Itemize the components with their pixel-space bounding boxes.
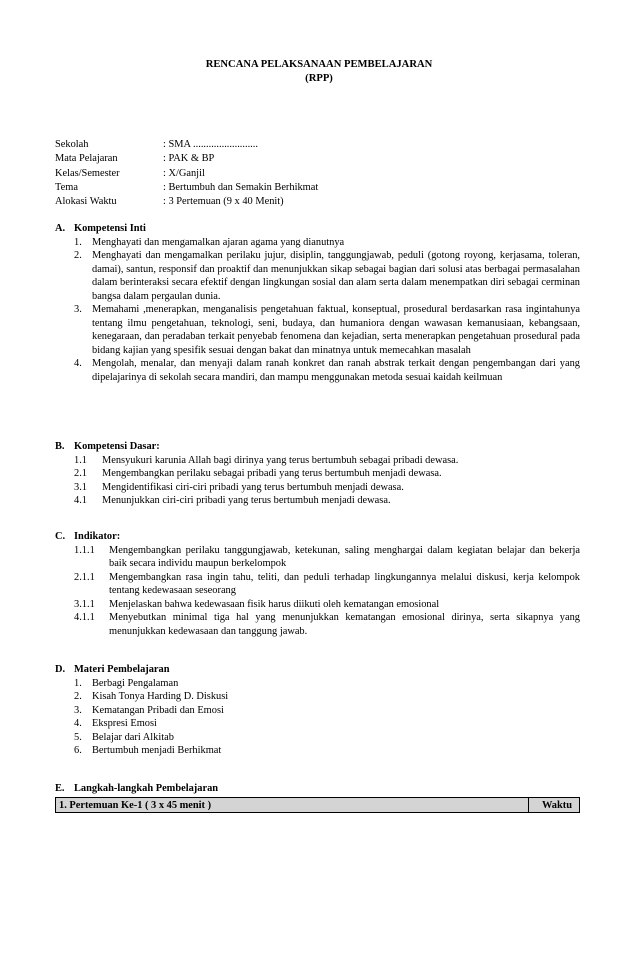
list-item bbox=[55, 249, 580, 303]
section-heading bbox=[55, 530, 580, 544]
list-item bbox=[55, 236, 580, 250]
item-number: 1.1.1 bbox=[74, 544, 95, 556]
item-number: 4.1.1 bbox=[74, 612, 95, 624]
identity-label: Alokasi Waktu bbox=[55, 196, 117, 208]
identity-value: : PAK & BP bbox=[163, 153, 215, 165]
item-text: Kisah Tonya Harding D. Diskusi bbox=[92, 691, 229, 703]
list-item bbox=[55, 731, 580, 745]
section-materi-pembelajaran bbox=[55, 663, 580, 758]
list-item bbox=[55, 357, 580, 384]
section-heading bbox=[55, 440, 580, 454]
document-subtitle: (RPP) bbox=[305, 73, 333, 84]
list-item bbox=[55, 454, 580, 468]
list-item bbox=[55, 303, 580, 357]
item-text: Menunjukkan ciri-ciri pribadi yang terus bertumbuh menjadi dewasa. bbox=[102, 495, 391, 507]
list-item bbox=[55, 467, 580, 481]
item-text: Mengembangkan perilaku tanggungjawab, ketekunan, saling menghargai dalam kegiatan belajar dan bekerja baik secara individu maupun berkelompok bbox=[109, 544, 580, 570]
item-text: Ekspresi Emosi bbox=[92, 718, 157, 730]
section-letter: E. bbox=[55, 783, 65, 794]
item-number: 2. bbox=[74, 250, 82, 262]
item-number: 6. bbox=[74, 745, 82, 757]
identity-row bbox=[55, 167, 318, 181]
document-title: RENCANA PELAKSANAAN PEMBELAJARAN bbox=[205, 59, 433, 70]
identity-label: Mata Pelajaran bbox=[55, 153, 118, 165]
meeting-table-header bbox=[55, 797, 580, 813]
item-text: Menghayati dan mengamalkan perilaku jujur, disiplin, tanggungjawab, peduli (gotong royong, kerjasama, toleran, damai), santun, responsif dan proaktif dan menunjukkan sikap sebagai bagian dari solusi atas berbagai permasalahan dalam berinteraksi secara efektif dengan lingkungan sosial dan alam serta dalam menempatkan diri sebagai cerminan bangsa dalam pergaulan dunia. bbox=[92, 250, 580, 302]
item-number: 3.1.1 bbox=[74, 598, 95, 610]
item-text: Mengolah, menalar, dan menyaji dalam ranah konkret dan ranah abstrak terkait dengan pengembangan dari yang dipelajarinya di sekolah secara mandiri, dan mampu menggunakan metoda sesuai kaidah keilmuan bbox=[92, 358, 580, 383]
item-number: 3.1 bbox=[74, 481, 87, 493]
list-item bbox=[55, 717, 580, 731]
list-item bbox=[55, 704, 580, 718]
list-item bbox=[55, 494, 580, 508]
identity-label: Tema bbox=[55, 181, 78, 193]
section-title: Indikator: bbox=[74, 531, 121, 542]
item-number: 4.1 bbox=[74, 495, 87, 507]
item-number: 5. bbox=[74, 731, 82, 743]
meeting-header-cell: 1. Pertemuan Ke-1 ( 3 x 45 menit ) bbox=[59, 800, 212, 811]
item-text: Bertumbuh menjadi Berhikmat bbox=[92, 745, 222, 757]
identity-table bbox=[55, 138, 318, 209]
list-item bbox=[55, 744, 580, 758]
section-title: Materi Pembelajaran bbox=[74, 664, 170, 675]
item-number: 3. bbox=[74, 304, 82, 316]
item-text: Mengidentifikasi ciri-ciri pribadi yang terus bertumbuh menjadi dewasa. bbox=[102, 481, 404, 493]
identity-label: Kelas/Semester bbox=[55, 167, 120, 179]
section-letter: B. bbox=[55, 441, 65, 452]
item-text: Menyebutkan minimal tiga hal yang menunjukkan kematangan emosional dirinya, serta sikapnya yang menunjukkan kedewasaan dan tanggung jawab. bbox=[109, 612, 580, 637]
section-heading bbox=[55, 663, 580, 677]
section-title: Kompetensi Dasar: bbox=[74, 441, 160, 452]
item-text: Menjelaskan bahwa kedewasaan fisik harus diikuti oleh kematangan emosional bbox=[109, 598, 440, 610]
time-header-cell: Waktu bbox=[541, 800, 572, 811]
section-letter: D. bbox=[55, 664, 66, 675]
section-langkah-pembelajaran bbox=[55, 782, 580, 796]
section-kompetensi-dasar bbox=[55, 440, 580, 508]
item-text: Mengembangkan perilaku sebagai pribadi yang terus bertumbuh menjadi dewasa. bbox=[102, 468, 442, 480]
section-heading bbox=[55, 782, 580, 796]
item-number: 2.1.1 bbox=[74, 571, 95, 583]
item-text: Mensyukuri karunia Allah bagi dirinya yang terus bertumbuh sebagai pribadi dewasa. bbox=[102, 454, 459, 466]
item-text: Memahami ,menerapkan, menganalisis pengetahuan faktual, konseptual, prosedural berdasarkan rasa ingintahunya tentang ilmu pengetahuan, teknologi, seni, budaya, dan humaniora dengan wawasan kemanusiaan, kebangsaan, kenegaraan, dan peradaban terkait penyebab fenomena dan kejadian, serta menerapkan pengetahuan prosedural pada bidang kajian yang spesifik sesuai dengan bakat dan minatnya untuk memecahkan masalah bbox=[92, 304, 580, 356]
section-letter: C. bbox=[55, 531, 66, 542]
list-item bbox=[55, 690, 580, 704]
identity-value: : SMA ......................... bbox=[163, 139, 258, 150]
item-text: Mengembangkan rasa ingin tahu, teliti, dan peduli terhadap lingkungannya melalui diskusi, kerja kelompok tentang kedewasaan seseorang bbox=[109, 571, 580, 597]
list-item bbox=[55, 677, 580, 691]
item-number: 2. bbox=[74, 691, 82, 703]
identity-label: Sekolah bbox=[55, 139, 89, 150]
identity-value: : 3 Pertemuan (9 x 40 Menit) bbox=[163, 196, 284, 208]
list-item bbox=[55, 571, 580, 598]
section-indikator bbox=[55, 530, 580, 638]
section-letter: A. bbox=[55, 223, 66, 234]
item-number: 2.1 bbox=[74, 468, 87, 480]
identity-value: : Bertumbuh dan Semakin Berhikmat bbox=[163, 181, 319, 193]
identity-row bbox=[55, 152, 318, 166]
item-text: Menghayati dan mengamalkan ajaran agama yang dianutnya bbox=[92, 236, 345, 248]
list-item bbox=[55, 611, 580, 638]
identity-row bbox=[55, 195, 318, 209]
section-title: Kompetensi Inti bbox=[74, 223, 146, 234]
item-number: 4. bbox=[74, 358, 82, 370]
item-number: 1. bbox=[74, 236, 82, 248]
list-item bbox=[55, 598, 580, 612]
table-column-divider bbox=[528, 798, 529, 812]
identity-row bbox=[55, 181, 318, 195]
section-kompetensi-inti bbox=[55, 222, 580, 384]
item-text: Belajar dari Alkitab bbox=[92, 731, 174, 743]
item-number: 1. bbox=[74, 677, 82, 689]
item-text: Kematangan Pribadi dan Emosi bbox=[92, 704, 224, 716]
item-number: 1.1 bbox=[74, 454, 87, 466]
list-item bbox=[55, 544, 580, 571]
section-title: Langkah-langkah Pembelajaran bbox=[74, 783, 219, 794]
item-text: Berbagi Pengalaman bbox=[92, 677, 179, 689]
item-number: 4. bbox=[74, 718, 82, 730]
item-number: 3. bbox=[74, 704, 82, 716]
identity-row bbox=[55, 138, 318, 152]
list-item bbox=[55, 481, 580, 495]
section-heading bbox=[55, 222, 580, 236]
identity-value: : X/Ganjil bbox=[163, 167, 205, 179]
